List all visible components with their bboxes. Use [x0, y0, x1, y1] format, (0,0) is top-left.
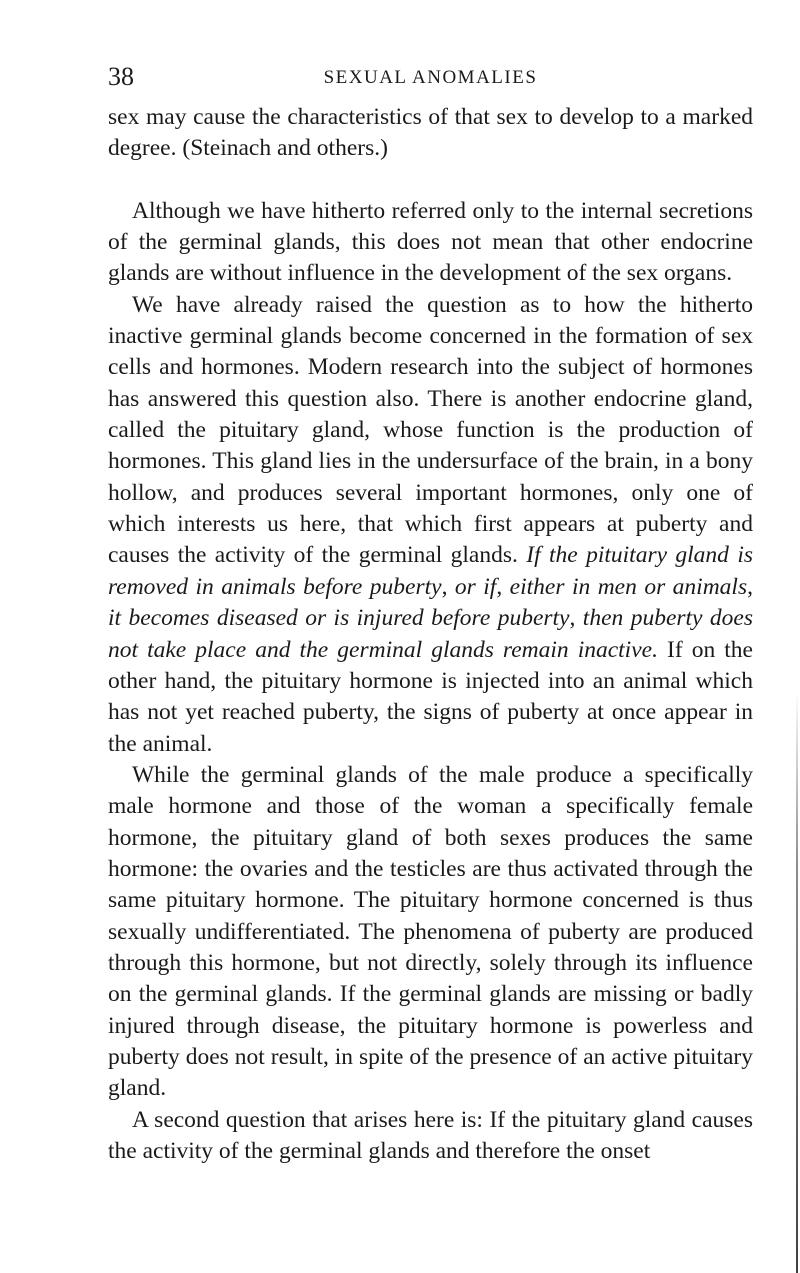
emphasis-text: then puberty does not take place and the germinal glands remain inactive. — [108, 605, 753, 663]
paragraph-text: , — [569, 605, 583, 632]
paragraph-continued: sex may cause the characteristics of that sex to develop to a marked degree. (Steinach and others.) — [108, 104, 753, 162]
paragraph-text: We have already raised the question as to how the hitherto inactive germinal glands become concerned in the formation of sex cells and hormones. Modern research into the subject of hormones has answered this question also. There is another endocrine gland, called the pituitary gland, whose function is the production of hormones. This gland lies in the undersurface of the brain, in a bony hollow, and produces several important hormones, only one of which interests us here, that which first appears at puberty and causes the activity of the germinal glands. — [108, 291, 753, 569]
paragraph-text: , — [747, 573, 753, 600]
paragraph: A second question that arises here is: If the pituitary gland causes the activity of the germinal glands and therefore the onset — [108, 1106, 753, 1164]
emphasis-text: either in men or animals — [509, 573, 748, 600]
emphasis-text: or if — [454, 573, 497, 600]
paragraph: Although we have hitherto referred only to the internal secretions of the germinal glands, this does not mean that other endocrine glands are without influence in the development of the sex organs. — [108, 197, 753, 287]
paragraph — [108, 290, 753, 760]
page-edge-shadow — [796, 690, 798, 1273]
paragraph-text: , — [441, 573, 455, 600]
paragraph: While the germinal glands of the male produce a specifically male hormone and those of the woman a specifically female hormone, the pituitary gland of both sexes produces the same hormone: the ovaries and the testicles are thus activated through the same pituitary hormone. The pituitary hormone concerned is thus sexually undifferentiated. The phenomena of puberty are produced through this hormone, but not directly, solely through its influence on the germinal glands. If the germinal glands are missing or badly injured through disease, the pituitary hormone is powerless and puberty does not result, in spite of the presence of an active pituitary gland. — [108, 761, 753, 1102]
running-head: SEXUAL ANOMALIES — [323, 67, 538, 88]
emphasis-text: it becomes diseased or is injured before puberty — [108, 605, 570, 632]
page-number: 38 — [108, 62, 134, 91]
page-header — [108, 62, 753, 92]
paragraph-text: If on the other hand, the pituitary hormone is injected into an animal which has not yet reached puberty, the signs of puberty at once appear in the animal. — [108, 636, 753, 757]
paragraph-text: , — [496, 573, 510, 600]
emphasis-text: If the pituitary gland is removed in animals before puberty — [108, 542, 753, 600]
body-text — [108, 102, 753, 1167]
